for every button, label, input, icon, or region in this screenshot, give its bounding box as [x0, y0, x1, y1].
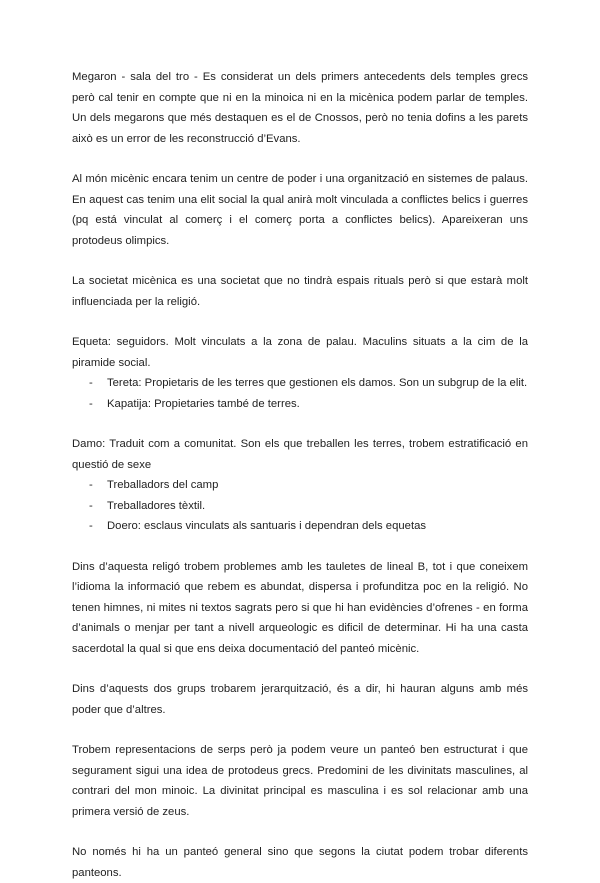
damo-list	[72, 475, 528, 537]
list-item: - Treballadors del camp	[89, 475, 528, 496]
megaron-paragraph: Megaron - sala del tro - Es considerat un dels primers antecedents dels temples grecs però cal tenir en compte que ni en la minoica ni en la micènica podem parlar de temples. Un dels megarons que més destaquen es el de Cnossos, però no tenia dofins a les parets això es un error de les reconstrucció d’Evans.	[72, 71, 528, 145]
damo-paragraph: Damo: Traduit com a comunitat. Son els que treballen les terres, trobem estratificació en questió de sexe	[72, 438, 528, 471]
list-dash: -	[89, 479, 93, 491]
equeta-paragraph: Equeta: seguidors. Molt vinculats a la zona de palau. Maculins situats a la cim de la piramide social.	[72, 336, 528, 369]
list-item: - Doero: esclaus vinculats als santuaris i dependran dels equetas	[89, 516, 528, 537]
list-dash: -	[89, 520, 93, 532]
list-dash: -	[89, 397, 93, 410]
panteons-paragraph: No només hi ha un panteó general sino que segons la ciutat podem trobar diferents panteons.	[72, 846, 528, 879]
list-item: - Kapatija: Propietaries també de terres.	[89, 394, 528, 415]
jerarquitzacio-paragraph: Dins d’aquests dos grups trobarem jerarquització, és a dir, hi hauran alguns amb més poder que d’altres.	[72, 683, 528, 716]
list-item: - Treballadores tèxtil.	[89, 496, 528, 517]
list-item: - Tereta: Propietaris de les terres que gestionen els damos. Son un subgrup de la elit.	[89, 373, 528, 394]
serps-paragraph: Trobem representacions de serps però ja podem veure un panteó ben estructurat i que segurament sigui una idea de protodeus grecs. Predomini de les divinitats masculines, al contrari del mon minoic. La divinitat principal es masculina i es sol relacionar amb una primera versió de zeus.	[72, 744, 528, 818]
palaus-paragraph: Al món micènic encara tenim un centre de poder i una organització en sistemes de palaus. En aquest cas tenim una elit social la qual anirà molt vinculada a conflictes belics i guerres (pq está vinculat al comerç i el comerç porta a conflictes belics). Apareixeran uns protodeus olimpics.	[72, 173, 528, 247]
religio-paragraph: Dins d’aquesta religó trobem problemes amb les tauletes de lineal B, tot i que coneixem l’idioma la informació que rebem es abundat, dispersa i profunditza poc en la religió. No tenen himnes, ni mites ni textos sagrats pero si que hi han evidències d’ofrenes - en forma d’animals o menjar per tant a nivell arqueologic es dificil de determinar. Hi ha una casta sacerdotal la qual si que ens deixa documentació del panteó micènic.	[72, 560, 528, 655]
list-dash: -	[89, 377, 93, 389]
societat-paragraph: La societat micènica es una societat que no tindrà espais rituals però si que estarà molt influenciada per la religió.	[72, 275, 528, 308]
list-dash: -	[89, 499, 93, 512]
equeta-list	[72, 373, 528, 414]
